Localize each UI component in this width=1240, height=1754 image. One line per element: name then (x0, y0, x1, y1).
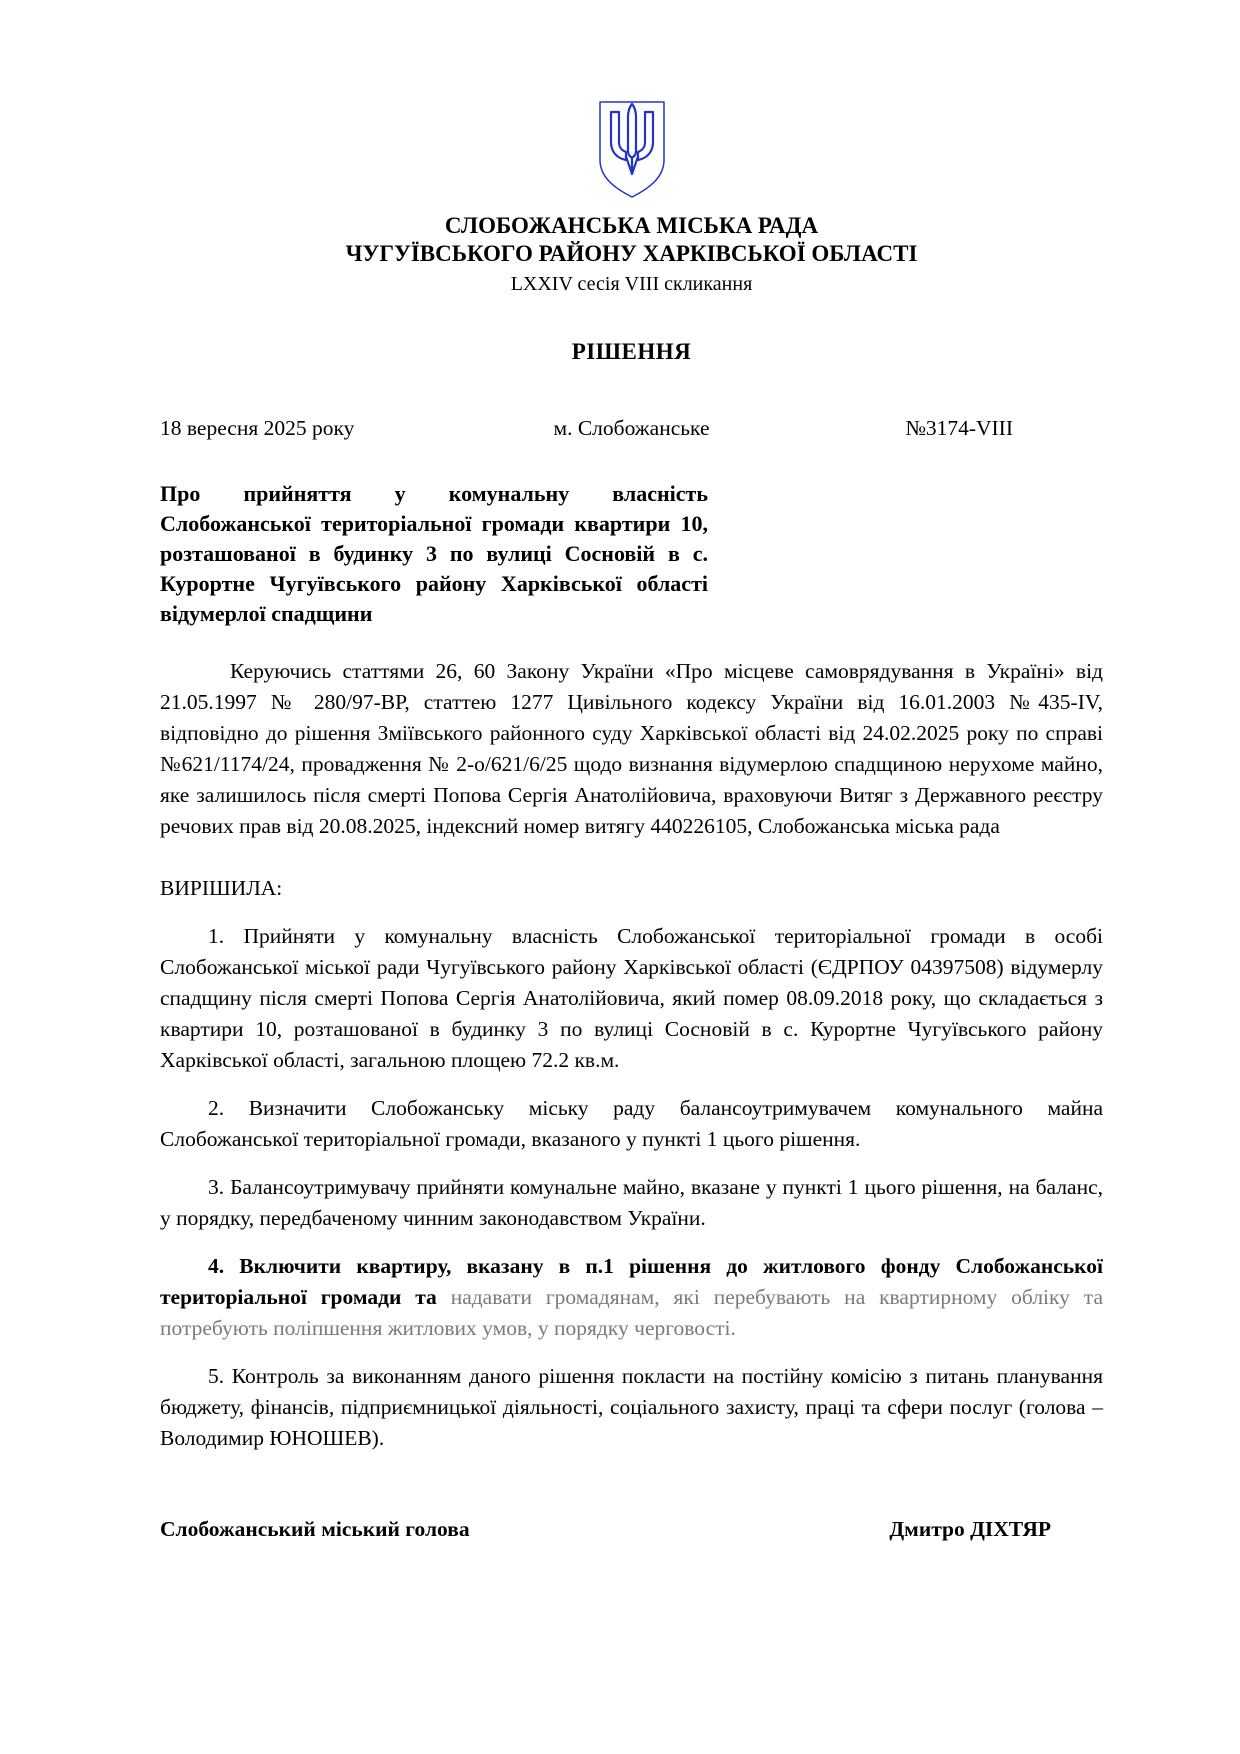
council-name-line2: ЧУГУЇВСЬКОГО РАЙОНУ ХАРКІВСЬКОЇ ОБЛАСТІ (345, 241, 918, 266)
decision-title: Про прийняття у комунальну власність Слобожанської територіальної громади квартири 10, розташованої в будинку 3 по вулиці Сосновій в с. Курортне Чугуївського району Харківської області відумерлої спадщини (160, 481, 708, 626)
tryzub-coat-of-arms-icon (598, 100, 666, 200)
document-type-heading: РІШЕННЯ (571, 339, 692, 364)
document-meta-row (160, 415, 1103, 441)
signature-name: Дмитро ДІХТЯР (889, 1517, 1051, 1541)
document-place: м. Слобожанське (553, 416, 710, 440)
signature-row (160, 1516, 1103, 1542)
resolved-heading: ВИРІШИЛА: (160, 876, 283, 900)
session-line: LXXIV сесія VIII скликання (510, 273, 753, 295)
point-4 (160, 1251, 1103, 1344)
signature-position: Слобожанський міський голова (160, 1517, 470, 1541)
point-5: 5. Контроль за виконанням даного рішення покласти на постійну комісію з питань планування бюджету, фінансів, підприємницької діяльності, соціального захисту, праці та сфери послуг (голова – Володимир ЮНОШЕВ). (160, 1364, 1103, 1450)
point-2: 2. Визначити Слобожанську міську раду балансоутримувачем комунального майна Слобожанської територіальної громади, вказаного у пункті 1 цього рішення. (160, 1096, 1103, 1151)
document-number: №3174-VIII (905, 416, 1013, 440)
point-4-bold-part: 4. Включити квартиру, вказану в п.1 рішення до житлового фонду Слобожанської територіальної громади та (160, 1254, 1103, 1309)
document-date: 18 вересня 2025 року (160, 416, 355, 440)
preamble-paragraph: Керуючись статтями 26, 60 Закону України «Про місцеве самоврядування в Україні» від 21.05.1997 № 280/97-ВР, статтею 1277 Цивільного кодексу України від 16.01.2003 №435-IV, відповідно до рішення Зміївського районного суду Харківської області від 24.02.2025 року по справі №621/1174/24, провадження № 2-о/621/6/25 щодо визнання відумерлою спадщиною нерухоме майно, яке залишилось після смерті Попова Сергія Анатолійовича, враховуючи Витяг з Державного реєстру речових прав від 20.08.2025, індексний номер витягу 440226105, Слобожанська міська рада (160, 659, 1103, 838)
point-1: 1. Прийняти у комунальну власність Слобожанської територіальної громади в особі Слобожанської міської ради Чугуївського району Харківської області (ЄДРПОУ 04397508) відумерлу спадщину після смерті Попова Сергія Анатолійовича, який помер 08.09.2018 року, що складається з квартири 10, розташованої в будинку 3 по вулиці Сосновій в с. Курортне Чугуївського району Харківської області, загальною площею 72.2 кв.м. (160, 924, 1103, 1072)
council-name-line1: СЛОБОЖАНСЬКА МІСЬКА РАДА (444, 213, 819, 238)
point-3: 3. Балансоутримувачу прийняти комунальне майно, вказане у пункті 1 цього рішення, на баланс, у порядку, передбаченому чинним законодавством України. (160, 1175, 1103, 1230)
point-4-gray-part: надавати громадянам, які перебувають на квартирному обліку та потребують поліпшення житлових умов, у порядку черговості. (160, 1285, 1103, 1340)
document-header (160, 100, 1103, 365)
